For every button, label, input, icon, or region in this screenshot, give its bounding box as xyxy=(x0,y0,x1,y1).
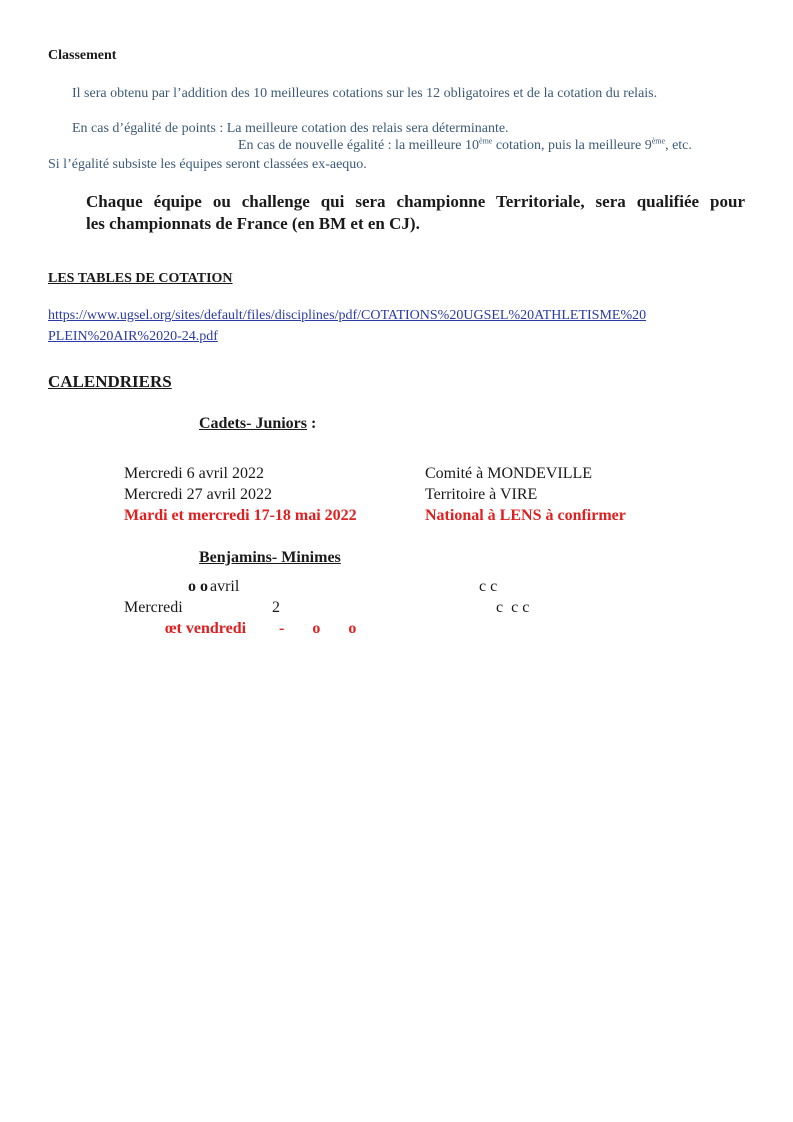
qualification-line-2: les championnats de France (en BM et en CJ). xyxy=(86,214,420,233)
cotation-link[interactable] xyxy=(48,305,646,347)
bm-row1-date: o o xyxy=(188,578,208,595)
tie-rule-text-a: En cas de nouvelle égalité : la meilleure 10 xyxy=(238,138,480,153)
classement-paragraph: Il sera obtenu par l’addition des 10 meilleures cotations sur les 12 obligatoires et de la cotation du relais. xyxy=(72,86,658,101)
heading-colon: : xyxy=(307,415,317,432)
cadets-row-date-national: Mardi et mercredi 17-18 mai 2022 xyxy=(124,507,357,524)
bm-row1-month: avril xyxy=(210,578,240,595)
bm-row3-rest: - o o xyxy=(279,620,357,637)
section-title-calendriers: CALENDRIERS xyxy=(48,372,172,391)
tie-rule-text-b: cotation, puis la meilleure 9 xyxy=(492,138,652,153)
section-title-tables: LES TABLES DE COTATION xyxy=(48,271,233,286)
cadets-juniors-title: Cadets- Juniors xyxy=(199,415,308,432)
superscript: ème xyxy=(651,136,666,146)
cadets-row-place: Comité à MONDEVILLE xyxy=(425,465,593,482)
tie-rule-ex-aequo: Si l’égalité subsiste les équipes seront classées ex-aequo. xyxy=(48,157,367,172)
cadets-row-date: Mercredi 6 avril 2022 xyxy=(124,465,264,482)
superscript: ème xyxy=(479,136,493,146)
tie-rule-text-c: , etc. xyxy=(665,138,692,153)
bm-row2-place: c c c xyxy=(496,599,530,616)
cotation-link-line-1[interactable]: https://www.ugsel.org/sites/default/files/disciplines/pdf/COTATIONS%20UGSEL%20ATHLETISME%20 xyxy=(48,308,647,323)
cadets-row-date: Mercredi 27 avril 2022 xyxy=(124,486,272,503)
cotation-link-line-2[interactable]: PLEIN%20AIR%2020-24.pdf xyxy=(48,329,218,344)
cadets-juniors-heading xyxy=(199,415,316,433)
qualification-line-1: Chaque équipe ou challenge qui sera championne Territoriale, sera qualifiée pour xyxy=(86,192,745,211)
bm-row2-date: Mercredi xyxy=(124,599,183,616)
cadets-row-place-national: National à LENS à confirmer xyxy=(425,507,626,524)
bm-row2-number: 2 xyxy=(272,599,280,616)
tie-rule-second xyxy=(238,138,692,154)
tie-rule-points: En cas d’égalité de points : La meilleure cotation des relais sera déterminante. xyxy=(72,121,509,136)
cadets-row-place: Territoire à VIRE xyxy=(425,486,538,503)
bm-row3-date: œt vendredi xyxy=(165,620,247,637)
benjamins-minimes-heading: Benjamins- Minimes xyxy=(199,549,341,566)
section-title-classement: Classement xyxy=(48,48,117,63)
bm-row1-place: c c xyxy=(479,578,498,595)
